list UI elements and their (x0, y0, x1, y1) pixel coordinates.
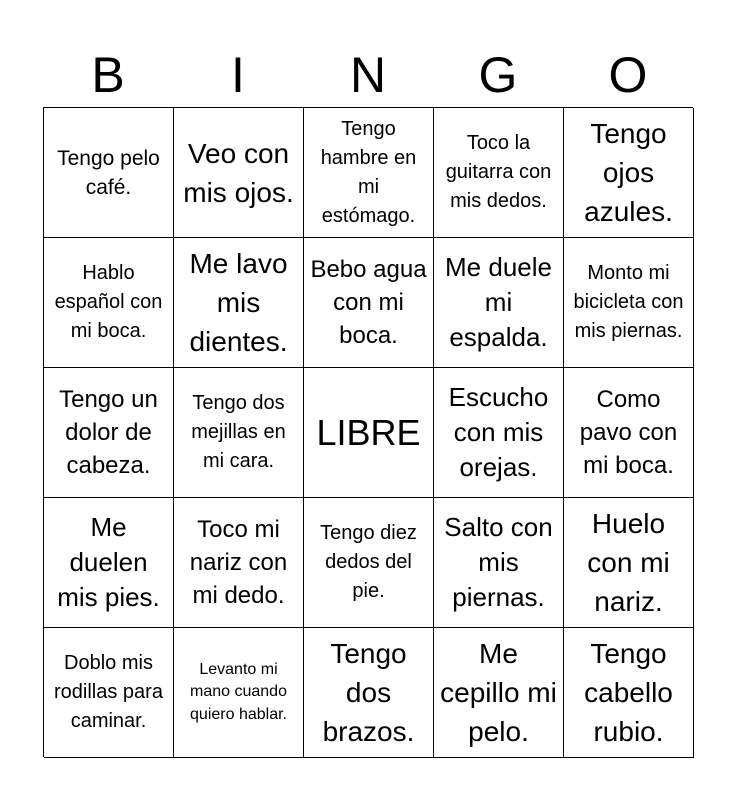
bingo-cell[interactable] (434, 238, 564, 368)
cell-text: Como pavo con mi boca. (579, 386, 678, 479)
cell-text: Veo con mis ojos. (183, 137, 294, 208)
bingo-cell[interactable] (304, 628, 434, 758)
cell-text: Tengo ojos azules. (584, 118, 673, 227)
bingo-cell[interactable] (44, 628, 174, 758)
bingo-cell[interactable] (44, 498, 174, 628)
cell-text: Tengo pelo café. (57, 146, 160, 199)
bingo-cell[interactable] (174, 368, 304, 498)
cell-text: Hablo español con mi boca. (54, 262, 163, 342)
cell-text: Monto mi bicicleta con mis piernas. (573, 262, 684, 342)
cell-text: Tengo dos brazos. (322, 638, 415, 747)
bingo-cell[interactable] (564, 628, 694, 758)
cell-text: Doblo mis rodillas para caminar. (54, 652, 163, 732)
cell-text: Huelo con mi nariz. (587, 508, 670, 617)
header-letter-g: G (478, 47, 518, 103)
cell-text: Me cepillo mi pelo. (440, 638, 557, 747)
header-letter-o: O (608, 47, 648, 103)
cell-text: Tengo diez dedos del pie. (320, 522, 417, 602)
free-space-cell[interactable] (304, 368, 434, 498)
cell-text: Me duelen mis pies. (57, 512, 160, 612)
bingo-cell[interactable] (434, 628, 564, 758)
header-letter-n: N (349, 47, 387, 103)
bingo-cell[interactable] (174, 238, 304, 368)
cell-text: Tengo cabello rubio. (584, 638, 673, 747)
bingo-cell[interactable] (564, 498, 694, 628)
cell-text: Me duele mi espalda. (445, 252, 552, 352)
bingo-cell[interactable] (304, 238, 434, 368)
bingo-cell[interactable] (434, 368, 564, 498)
bingo-cell[interactable] (44, 108, 174, 238)
bingo-header (43, 44, 693, 106)
bingo-board (43, 107, 693, 757)
bingo-cell[interactable] (174, 498, 304, 628)
bingo-cell[interactable] (44, 238, 174, 368)
header-letter-i: I (231, 47, 245, 103)
cell-text: Tengo un dolor de cabeza. (59, 386, 158, 479)
free-space-label: LIBRE (316, 411, 421, 453)
cell-text: Tengo hambre en mi estómago. (320, 117, 417, 227)
cell-text: Toco la guitarra con mis dedos. (445, 132, 552, 212)
bingo-cell[interactable] (174, 108, 304, 238)
cell-text: Bebo agua con mi boca. (310, 256, 427, 349)
header-letter-b: B (91, 47, 125, 103)
bingo-cell[interactable] (564, 238, 694, 368)
bingo-cell[interactable] (304, 498, 434, 628)
bingo-cell[interactable] (304, 108, 434, 238)
cell-text: Levanto mi mano cuando quiero hablar. (190, 660, 287, 723)
cell-text: Tengo dos mejillas en mi cara. (191, 392, 286, 472)
cell-text: Toco mi nariz con mi dedo. (189, 516, 288, 609)
cell-text: Escucho con mis orejas. (448, 382, 549, 482)
bingo-cell[interactable] (564, 108, 694, 238)
cell-text: Me lavo mis dientes. (189, 248, 288, 357)
cell-text: Salto con mis piernas. (444, 512, 553, 612)
bingo-cell[interactable] (564, 368, 694, 498)
bingo-cell[interactable] (434, 108, 564, 238)
bingo-cell[interactable] (44, 368, 174, 498)
bingo-cell[interactable] (174, 628, 304, 758)
bingo-cell[interactable] (434, 498, 564, 628)
